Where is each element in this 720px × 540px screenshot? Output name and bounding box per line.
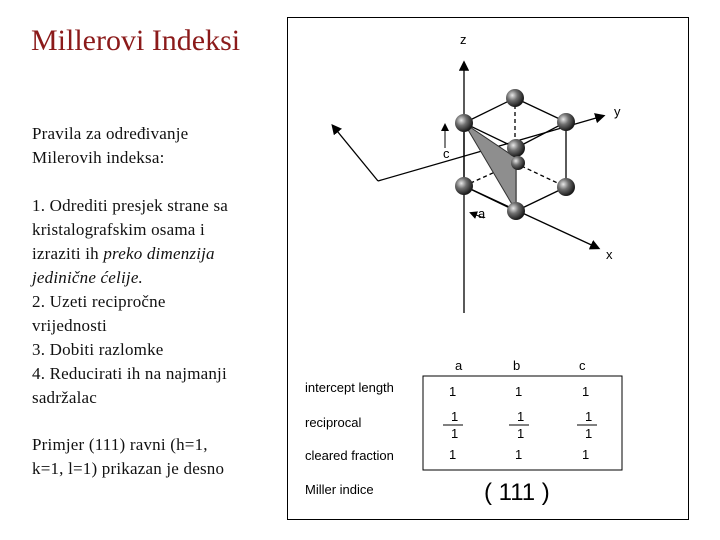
atom	[557, 178, 575, 196]
rules-list	[32, 194, 228, 410]
row-label-reciprocal: reciprocal	[305, 415, 362, 430]
example-line: Primjer (111) ravni (h=1,	[32, 435, 208, 454]
atom	[557, 113, 575, 131]
z-axis-label: z	[460, 32, 467, 47]
rule-2-line: 2. Uzeti recipročne	[32, 292, 166, 311]
col-header-c: c	[579, 358, 586, 373]
miller-figure-svg	[288, 18, 690, 521]
atom	[507, 202, 525, 220]
atom	[506, 89, 524, 107]
example-line: k=1, l=1) prikazan je desno	[32, 459, 225, 478]
reciprocal-c	[577, 409, 597, 441]
reciprocal-a-num: 1	[451, 409, 459, 424]
cleared-a: 1	[449, 447, 457, 462]
col-header-a: a	[455, 358, 463, 373]
atom	[455, 114, 473, 132]
col-header-b: b	[513, 358, 521, 373]
rule-1-line: 1. Odrediti presjek strane sa	[32, 196, 229, 215]
intercept-a: 1	[449, 384, 457, 399]
a-intercept-label: a	[478, 206, 486, 221]
example-text	[32, 433, 224, 481]
row-label-miller: Miller indice	[305, 482, 374, 497]
rule-1-line	[32, 242, 228, 266]
reciprocal-a	[443, 409, 463, 441]
miller-result: ( 111 )	[484, 479, 550, 506]
intro-text	[32, 122, 188, 170]
rule-2-line: vrijednosti	[32, 316, 107, 335]
x-axis-label: x	[606, 247, 613, 262]
reciprocal-b-den: 1	[517, 426, 525, 441]
row-label-cleared: cleared fraction	[305, 448, 394, 463]
c-intercept-label: c	[443, 146, 450, 161]
rule-1-line: kristalografskim osama i	[32, 220, 205, 239]
atom	[507, 139, 525, 157]
intercept-c: 1	[582, 384, 590, 399]
intro-line: Pravila za određivanje	[32, 124, 189, 143]
miller-figure	[287, 17, 689, 520]
atom	[511, 156, 525, 170]
rule-4-line: 4. Reducirati ih na najmanji	[32, 364, 227, 383]
cleared-c: 1	[582, 447, 590, 462]
intro-line: Milerovih indeksa:	[32, 148, 165, 167]
rule-1-italic: preko dimenzija	[103, 244, 215, 263]
reciprocal-c-num: 1	[585, 409, 593, 424]
atom	[455, 177, 473, 195]
reciprocal-b-num: 1	[517, 409, 525, 424]
y-axis-neg	[333, 126, 378, 181]
page-title: Millerovi Indeksi	[31, 24, 241, 57]
cleared-b: 1	[515, 447, 523, 462]
rule-4-line: sadržalac	[32, 388, 98, 407]
rule-1-plain: izraziti ih	[32, 244, 104, 263]
intercept-b: 1	[515, 384, 523, 399]
rule-3-line: 3. Dobiti razlomke	[32, 340, 164, 359]
reciprocal-c-den: 1	[585, 426, 593, 441]
row-label-intercept: intercept length	[305, 380, 394, 395]
reciprocal-a-den: 1	[451, 426, 459, 441]
rule-1-italic-line: jedinične ćelije.	[32, 268, 144, 287]
reciprocal-b	[509, 409, 529, 441]
y-axis-label: y	[614, 104, 621, 119]
